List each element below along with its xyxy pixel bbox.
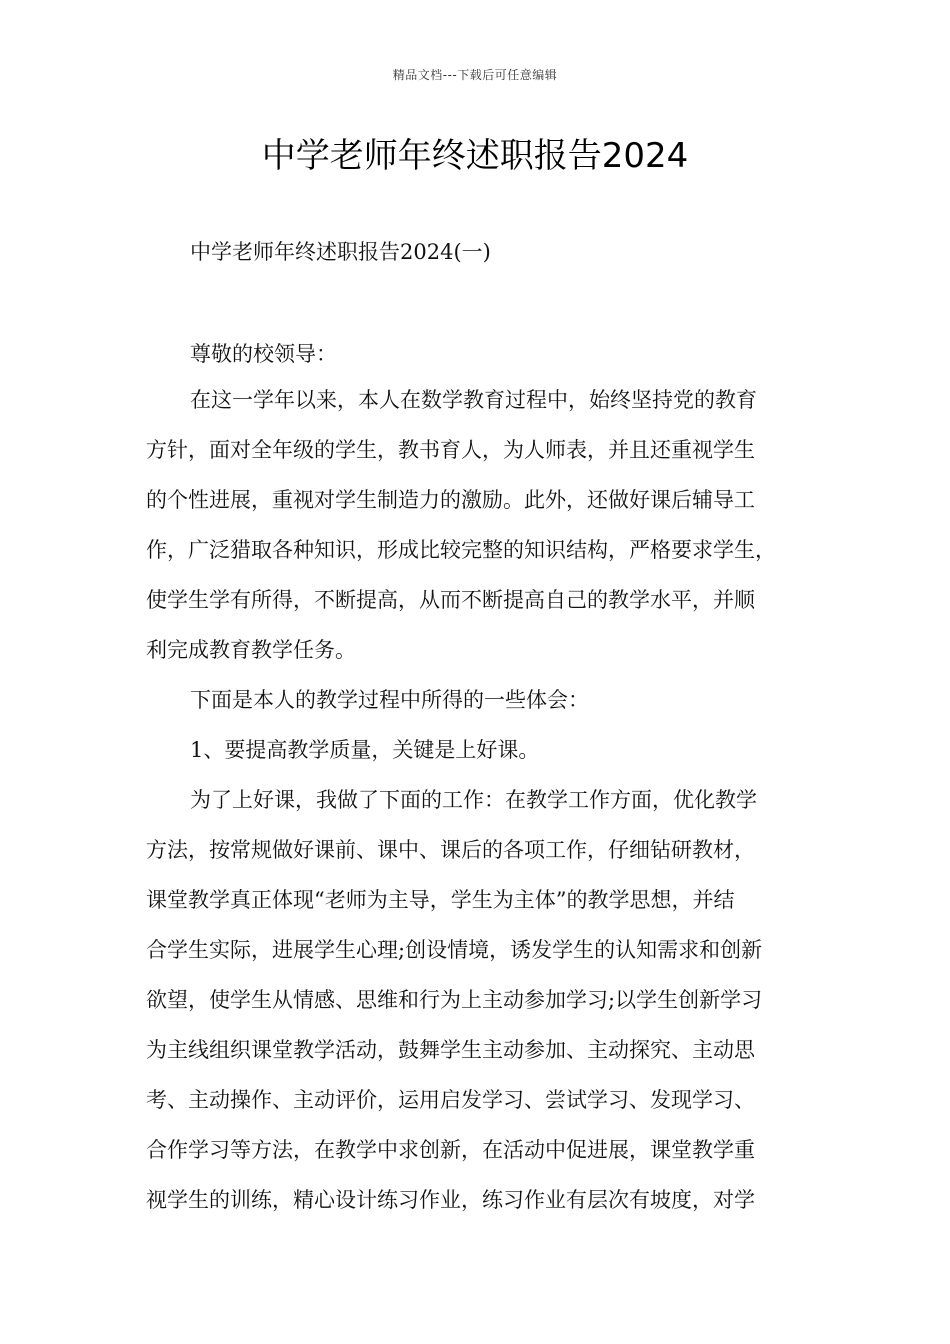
body-line: 1、要提高教学质量，关键是上好课。 (190, 738, 540, 762)
body-line: 方法，按常规做好课前、课中、课后的各项工作，仔细钻研教材， (146, 838, 755, 862)
body-line: 方针，面对全年级的学生，教书育人，为人师表，并且还重视学生 (146, 438, 755, 462)
document-title: 中学老师年终述职报告2024 (261, 136, 689, 176)
greeting: 尊敬的校领导： (190, 342, 337, 366)
body-line: 利完成教育教学任务。 (146, 638, 356, 662)
body-line: 合学生实际，进展学生心理;创设情境，诱发学生的认知需求和创新 (146, 938, 763, 962)
body-line: 欲望，使学生从情感、思维和行为上主动参加学习;以学生创新学习 (146, 988, 763, 1012)
body-line: 的个性进展，重视对学生制造力的激励。此外，还做好课后辅导工 (146, 488, 755, 512)
body-text (146, 384, 846, 1234)
body-line: 作，广泛猎取各种知识，形成比较完整的知识结构，严格要求学生， (146, 538, 776, 562)
body-line: 在这一学年以来，本人在数学教育过程中，始终坚持党的教育 (190, 388, 757, 412)
section-subtitle: 中学老师年终述职报告2024(一) (190, 240, 491, 264)
body-line: 合作学习等方法，在教学中求创新，在活动中促进展，课堂教学重 (146, 1138, 755, 1162)
body-line: 为了上好课，我做了下面的工作：在教学工作方面，优化教学 (190, 788, 757, 812)
body-line: 为主线组织课堂教学活动，鼓舞学生主动参加、主动探究、主动思 (146, 1038, 755, 1062)
body-line: 考、主动操作、主动评价，运用启发学习、尝试学习、发现学习、 (146, 1088, 755, 1112)
header-note: 精品文档---下载后可任意编辑 (392, 68, 558, 82)
body-line: 视学生的训练，精心设计练习作业，练习作业有层次有坡度，对学 (146, 1188, 755, 1212)
body-line: 使学生学有所得，不断提高，从而不断提高自己的教学水平，并顺 (146, 588, 755, 612)
body-line: 下面是本人的教学过程中所得的一些体会： (190, 688, 589, 712)
body-line: 课堂教学真正体现“老师为主导，学生为主体”的教学思想，并结 (146, 888, 735, 912)
